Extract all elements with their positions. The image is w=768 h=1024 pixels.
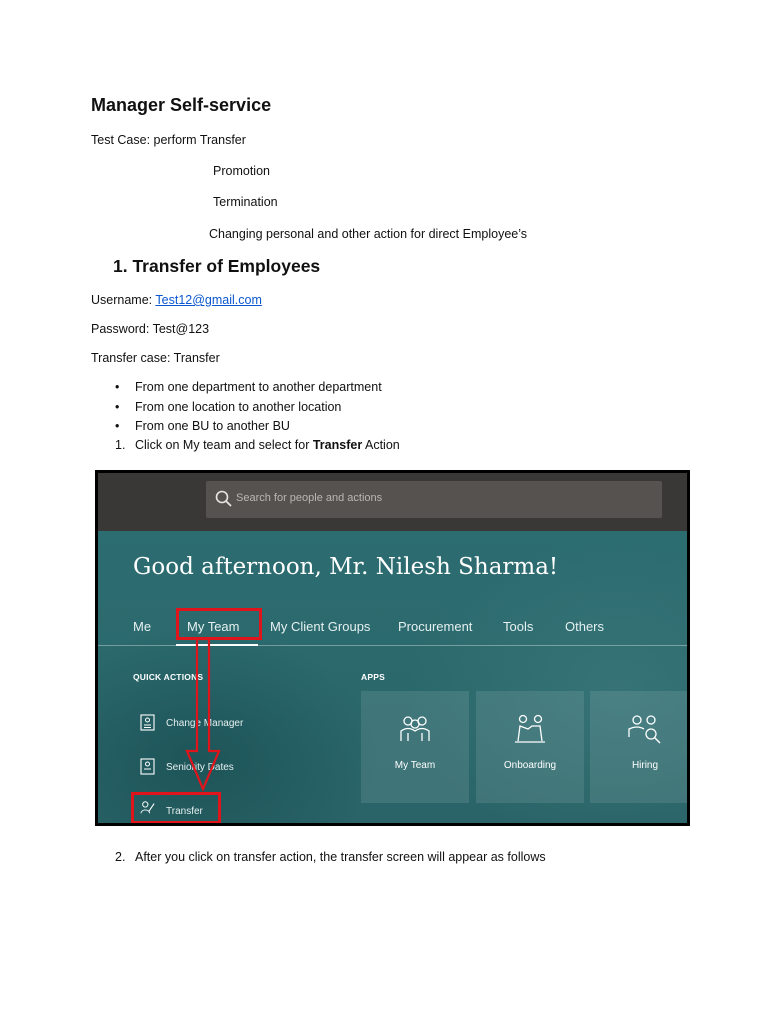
change-manager-icon [140, 714, 155, 731]
tab-my-client-groups[interactable]: My Client Groups [270, 619, 371, 634]
seniority-dates-icon [140, 758, 155, 775]
password-line: Password: Test@123 [91, 322, 210, 336]
tab-tools[interactable]: Tools [503, 619, 534, 634]
document-title: Manager Self-service [91, 95, 272, 115]
welcome-panel [98, 531, 687, 823]
username-line [91, 293, 262, 307]
app-tile-my-team[interactable] [361, 691, 469, 803]
search-icon [214, 489, 234, 509]
transfer-case-line: Transfer case: Transfer [91, 351, 220, 365]
tab-others[interactable]: Others [565, 619, 605, 634]
red-arrow-annotation [183, 639, 223, 792]
tab-me[interactable]: Me [133, 619, 152, 634]
step-1 [115, 438, 400, 452]
step-1-number: 1. [115, 438, 126, 452]
transfer-highlight-box [131, 792, 221, 824]
embedded-screenshot [95, 470, 690, 826]
app-label: Hiring [631, 760, 659, 771]
step-1-suffix: Action [362, 438, 400, 452]
step-2-number: 2. [115, 850, 126, 864]
bullet-text: From one BU to another BU [135, 419, 290, 433]
tab-procurement[interactable]: Procurement [398, 619, 473, 634]
top-bar [98, 473, 687, 531]
search-box[interactable] [206, 481, 662, 518]
quick-action-seniority-dates[interactable]: Seniority Dates [166, 762, 234, 773]
step-1-bold: Transfer [312, 438, 363, 452]
my-team-icon [397, 713, 433, 745]
quick-actions-heading: QUICK ACTIONS [133, 672, 204, 682]
apps-heading: APPS [361, 672, 385, 682]
bullet-item: • From one BU to another BU [115, 419, 290, 433]
greeting: Good afternoon, Mr. Nilesh Sharma! [133, 554, 559, 580]
bullet-item: • From one department to another department [115, 380, 382, 394]
username-link[interactable]: Test12@gmail.com [155, 293, 262, 307]
bullet-item: • From one location to another location [115, 400, 342, 414]
step-1-prefix: Click on My team and select for [135, 438, 313, 452]
test-case-item-promotion: Promotion [213, 164, 270, 178]
tab-my-team[interactable]: My Team [187, 619, 240, 634]
quick-action-change-manager[interactable]: Change Manager [166, 718, 244, 729]
app-label: My Team [394, 760, 436, 771]
test-case-item-termination: Termination [213, 195, 278, 209]
quick-action-transfer[interactable]: Transfer [166, 806, 203, 817]
step-2-text: After you click on transfer action, the transfer screen will appear as follows [135, 850, 546, 864]
my-team-highlight-box [176, 608, 262, 640]
hiring-icon [626, 713, 662, 745]
step-2 [115, 850, 546, 864]
section-heading: 1. Transfer of Employees [113, 256, 321, 276]
username-label: Username: [91, 293, 156, 307]
search-placeholder: Search for people and actions [236, 492, 383, 504]
bullet-text: From one department to another department [135, 380, 382, 394]
test-case-item-changing: Changing personal and other action for direct Employee’s [209, 227, 528, 241]
app-tile-onboarding[interactable] [476, 691, 584, 803]
test-case-label: Test Case: perform Transfer [91, 133, 246, 147]
app-label: Onboarding [503, 760, 557, 771]
app-tile-hiring[interactable] [590, 691, 690, 803]
bullet-text: From one location to another location [135, 400, 342, 414]
onboarding-icon [512, 713, 548, 745]
